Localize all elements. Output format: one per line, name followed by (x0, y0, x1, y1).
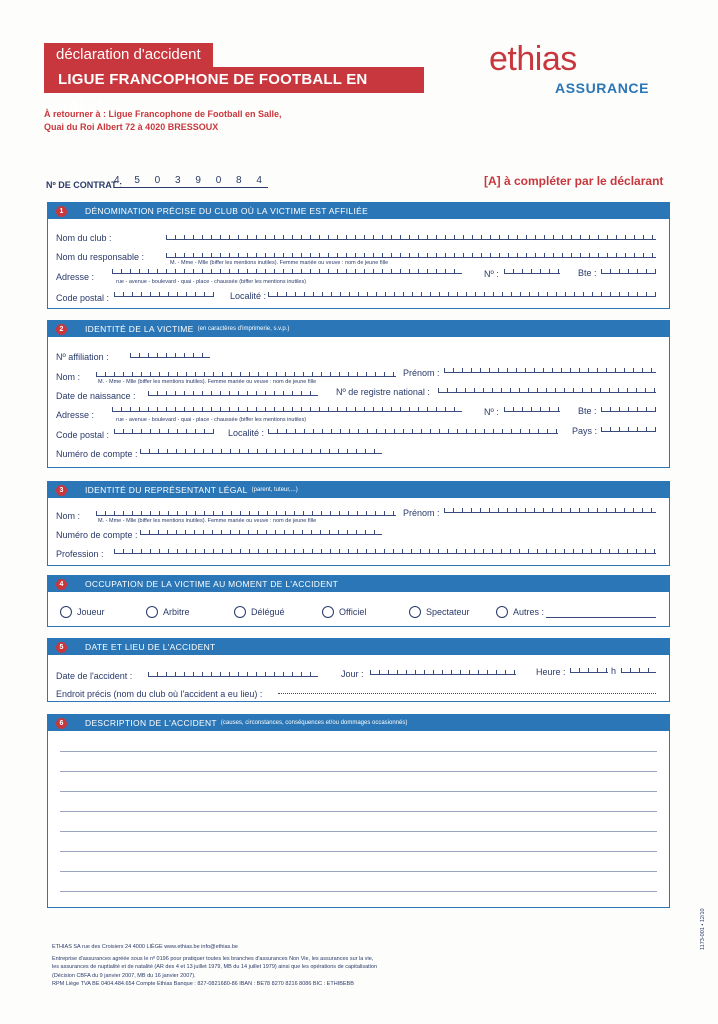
section-number: 5 (56, 642, 67, 653)
section-victim (47, 320, 670, 468)
country-label: Pays : (572, 426, 598, 436)
description-line[interactable] (60, 851, 657, 852)
section-number: 3 (56, 485, 67, 496)
section-club (47, 202, 670, 309)
postal-code-field[interactable] (114, 292, 214, 297)
affiliation-label: Nº affiliation : (56, 352, 109, 362)
return-address-line2: Quai du Roi Albert 72 à 4020 BRESSOUX (44, 122, 219, 132)
section-legal-representative (47, 481, 670, 566)
description-line[interactable] (60, 871, 657, 872)
manager-name-field[interactable] (166, 253, 656, 258)
radio-label: Spectateur (426, 607, 470, 617)
day-field[interactable] (370, 670, 516, 675)
section-title: IDENTITÉ DE LA VICTIME (85, 324, 194, 334)
affiliation-field[interactable] (130, 353, 210, 358)
rep-account-field[interactable] (140, 530, 382, 535)
section-description (47, 714, 670, 908)
club-name-field[interactable] (166, 235, 656, 240)
footer-line: RPM Liège TVA BE 0404.484.654 Compte Ethias Banque : 827-0821680-86 IBAN : BE78 8270 8216 8086 BIC : ETHIBEBB (52, 981, 354, 987)
victim-address-hint: rue - avenue - boulevard - quai - place - chaussée (biffer les mentions inutiles) (116, 417, 307, 423)
contract-number: 4 5 0 3 9 0 8 4 (114, 175, 268, 186)
victim-firstname-label: Prénom : (403, 368, 440, 378)
victim-account-label: Numéro de compte : (56, 449, 138, 459)
footer (52, 943, 492, 989)
radio-player[interactable] (60, 606, 105, 618)
manager-name-hint: M. - Mme - Mlle (biffer les mentions inutiles). Femme mariée ou veuve : nom de jeune fille (170, 260, 389, 266)
address-field[interactable] (112, 269, 462, 274)
victim-postal-code-field[interactable] (114, 429, 214, 434)
footer-line: les assurances de nuptialité et de natalité (AR des 4 et 13 juillet 1979, MB du 14 juillet 1979) ainsi que les opérations de capitalisation (52, 964, 378, 970)
victim-postal-code-label: Code postal : (56, 430, 110, 440)
radio-spectator[interactable] (409, 606, 470, 618)
accident-date-label: Date de l'accident : (56, 671, 133, 681)
minute-field[interactable] (621, 668, 656, 673)
radio-label: Arbitre (163, 607, 190, 617)
radio-other[interactable] (496, 606, 544, 618)
victim-box-field[interactable] (601, 407, 656, 412)
hour-label: Heure : (536, 667, 566, 677)
radio-label: Officiel (339, 607, 367, 617)
section-number: 6 (56, 718, 67, 729)
radio-referee[interactable] (146, 606, 190, 618)
victim-name-label: Nom : (56, 372, 81, 382)
radio-label: Délégué (251, 607, 285, 617)
victim-box-label: Bte : (578, 406, 597, 416)
section-header (48, 715, 669, 731)
section-number: 1 (56, 206, 67, 217)
section-subtitle: (causes, circonstances, conséquences et/ou dommages occasionnés) (220, 720, 408, 726)
section-title: DÉNOMINATION PRÉCISE DU CLUB OÙ LA VICTIME EST AFFILIÉE (85, 206, 369, 216)
victim-address-field[interactable] (112, 407, 462, 412)
description-line[interactable] (60, 831, 657, 832)
hour-field[interactable] (570, 668, 608, 673)
locality-field[interactable] (268, 292, 656, 297)
section-header (48, 639, 669, 655)
radio-label: Autres : (513, 607, 545, 617)
footer-line: (Décision CBFA du 9 janvier 2007, MB du 16 janvier 2007). (52, 972, 196, 979)
box-label: Bte : (578, 268, 597, 278)
radio-circle[interactable] (409, 606, 421, 618)
to-complete-note: [A] à compléter par le déclarant (484, 174, 664, 188)
rep-name-hint: M. - Mme - Mlle (biffer les mentions inutiles). Femme mariée ou veuve : nom de jeune fille (98, 518, 317, 524)
ethias-logo: ethias (489, 40, 577, 78)
section-occupation (47, 575, 670, 627)
rep-account-label: Numéro de compte : (56, 530, 138, 540)
section-subtitle: (parent, tuteur,...) (251, 487, 298, 493)
locality-label: Localité : (230, 291, 267, 301)
section-title: IDENTITÉ DU REPRÉSENTANT LÉGAL (85, 485, 248, 495)
radio-official[interactable] (322, 606, 366, 618)
box-field[interactable] (601, 269, 656, 274)
accident-date-field[interactable] (148, 672, 318, 677)
victim-firstname-field[interactable] (444, 368, 656, 373)
radio-circle[interactable] (146, 606, 158, 618)
section-title: DESCRIPTION DE L'ACCIDENT (85, 718, 217, 728)
rep-firstname-field[interactable] (444, 508, 656, 513)
section-number: 4 (56, 579, 67, 590)
club-name-label: Nom du club : (56, 233, 112, 243)
radio-label: Joueur (77, 607, 105, 617)
section-title: OCCUPATION DE LA VICTIME AU MOMENT DE L'ACCIDENT (85, 579, 339, 589)
victim-name-hint: M. - Mme - Mlle (biffer les mentions inutiles). Femme mariée ou veuve : nom de jeune fille (98, 379, 317, 385)
section-header (48, 321, 669, 337)
address-label: Adresse : (56, 272, 95, 282)
address-hint: rue - avenue - boulevard - quai - place - chaussée (biffer les mentions inutiles) (116, 279, 307, 285)
document-code: 1173-001 • 12/10 (700, 908, 706, 950)
victim-locality-field[interactable] (268, 429, 558, 434)
section-title: DATE ET LIEU DE L'ACCIDENT (85, 642, 216, 652)
footer-line: Entreprise d'assurances agréée sous le nº 0196 pour pratiquer toutes les branches d'assurances Non Vie, les assurances sur la vie, (52, 955, 374, 962)
rep-name-field[interactable] (96, 511, 396, 516)
birthdate-field[interactable] (148, 391, 318, 396)
postal-code-label: Code postal : (56, 293, 110, 303)
section-header (48, 203, 669, 219)
contract-label: Nº DE CONTRAT : (46, 180, 123, 190)
other-occupation-field[interactable] (546, 613, 656, 618)
radio-circle[interactable] (60, 606, 72, 618)
national-register-label: Nº de registre national : (336, 387, 430, 397)
hour-separator: h (611, 666, 617, 676)
return-address-line1: À retourner à : Ligue Francophone de Football en Salle, (44, 109, 282, 119)
radio-delegate[interactable] (234, 606, 285, 618)
place-field[interactable] (278, 689, 656, 694)
place-label: Endroit précis (nom du club où l'accident a eu lieu) : (56, 689, 263, 699)
victim-number-label: Nº : (484, 407, 499, 417)
number-label: Nº : (484, 269, 499, 279)
victim-address-label: Adresse : (56, 410, 95, 420)
return-address (44, 108, 324, 134)
form-title: déclaration d'accident (44, 43, 213, 67)
manager-name-label: Nom du responsable : (56, 252, 145, 262)
national-register-field[interactable] (438, 388, 656, 393)
form-subtitle: LIGUE FRANCOPHONE DE FOOTBALL EN SALLE (44, 67, 424, 93)
rep-firstname-label: Prénom : (403, 508, 440, 518)
description-line[interactable] (60, 771, 657, 772)
radio-circle[interactable] (322, 606, 334, 618)
description-line[interactable] (60, 751, 657, 752)
profession-label: Profession : (56, 549, 104, 559)
victim-name-field[interactable] (96, 372, 396, 377)
victim-account-field[interactable] (140, 449, 382, 454)
radio-circle[interactable] (496, 606, 508, 618)
section-subtitle: (en caractères d'imprimerie, s.v.p.) (197, 326, 290, 332)
victim-locality-label: Localité : (228, 428, 265, 438)
section-date-place (47, 638, 670, 702)
description-line[interactable] (60, 811, 657, 812)
rep-name-label: Nom : (56, 511, 81, 521)
description-line[interactable] (60, 891, 657, 892)
ethias-logo-sub: ASSURANCE (555, 80, 650, 96)
radio-circle[interactable] (234, 606, 246, 618)
section-header (48, 482, 669, 498)
profession-field[interactable] (114, 549, 656, 554)
victim-number-field[interactable] (504, 407, 560, 412)
footer-line: ETHIAS SA rue des Croisiers 24 4000 LIÈGE www.ethias.be info@ethias.be (52, 944, 238, 950)
country-field[interactable] (601, 427, 656, 432)
birthdate-label: Date de naissance : (56, 391, 136, 401)
number-field[interactable] (504, 269, 560, 274)
description-line[interactable] (60, 791, 657, 792)
section-header (48, 576, 669, 592)
day-label: Jour : (341, 669, 364, 679)
section-number: 2 (56, 324, 67, 335)
